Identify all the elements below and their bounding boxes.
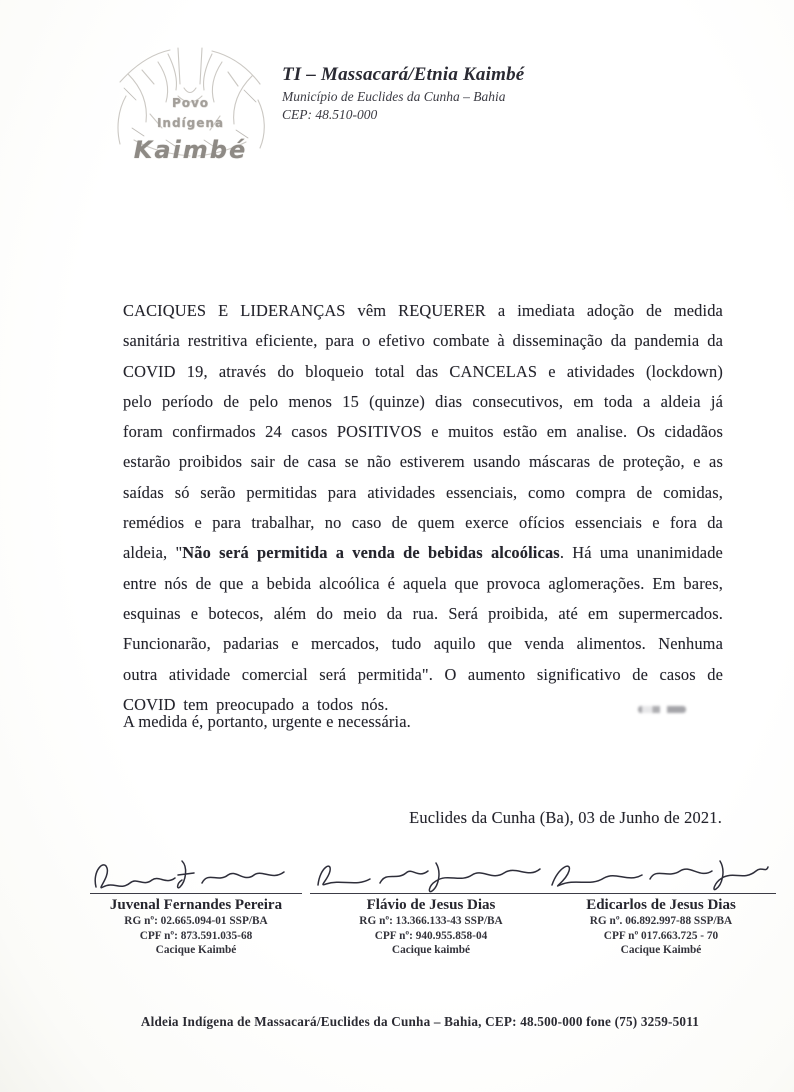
handwritten-signature-icon — [546, 853, 772, 899]
letter-body-paragraph — [123, 296, 723, 720]
letterhead-cep: CEP: 48.510-000 — [282, 107, 378, 122]
signer-name: Edicarlos de Jesus Dias — [586, 897, 736, 913]
signature-line — [546, 852, 776, 894]
signer-cpf: CPF nº 017.663.725 - 70 — [603, 929, 719, 942]
signer-name: Juvenal Fernandes Pereira — [109, 897, 283, 913]
logo-text-kaimbe: Kaimbé — [133, 136, 248, 164]
logo-text-indigena: Indígena — [156, 116, 225, 130]
handwritten-signature-icon — [90, 853, 295, 899]
letterhead-municipality: Município de Euclides da Cunha – Bahia — [282, 89, 506, 104]
signature-block-flavio — [310, 852, 552, 958]
signer-role: Cacique kaimbé — [391, 944, 471, 956]
body-text-after-bold: . Há uma unanimidade entre nós de que a bebida alcoólica é aquela que provoca aglomerações. Em bares, esquinas e botecos, além do meio da rua. Será proibida, até em supermercados. Funcionarão, padarias e mercados, tudo aquilo que venda alimentos. Nenhuma outra atividade comercial será permitida". O aumento significativo de casos de COVID tem preocupado a todos nós. — [123, 543, 723, 714]
signature-row — [90, 852, 776, 958]
scan-smudge — [638, 706, 686, 713]
logo-text-povo: Povo — [171, 96, 210, 110]
signer-role: Cacique Kaimbé — [620, 944, 702, 956]
body-text-bold-clause: Não será permitida a venda de bebidas alcoólicas — [182, 543, 560, 563]
signer-cpf: CPF nº: 940.955.858-04 — [374, 929, 488, 942]
signer-cpf: CPF nº: 873.591.035-68 — [139, 929, 253, 942]
signature-line — [310, 852, 552, 894]
signer-rg: RG nº. 06.892.997-88 SSP/BA — [589, 915, 733, 927]
handwritten-signature-icon — [310, 853, 548, 899]
footer-address: Aldeia Indígena de Massacará/Euclides da Cunha – Bahia, CEP: 48.500-000 fone (75) 3259-5011 — [140, 1014, 700, 1029]
community-logo — [108, 44, 273, 166]
signature-line — [90, 852, 302, 894]
letterhead — [282, 64, 524, 123]
signer-role: Cacique Kaimbé — [155, 944, 237, 956]
signature-block-edicarlos — [546, 852, 776, 958]
signer-name: Flávio de Jesus Dias — [366, 897, 496, 913]
letterhead-title: TI – Massacará/Etnia Kaimbé — [282, 64, 525, 85]
signer-rg: RG nº: 02.665.094-01 SSP/BA — [124, 915, 268, 927]
letter-closing-sentence: A medida é, portanto, urgente e necessária. — [123, 712, 411, 731]
body-text-before-bold: CACIQUES E LIDERANÇAS vêm REQUERER a imediata adoção de medida sanitária restritiva eficiente, para o efetivo combate à disseminação da pandemia da COVID 19, através do bloqueio total das CANCELAS e atividades (lockdown) pelo período de pelo menos 15 (quinze) dias consecutivos, em toda a aldeia já foram confirmados 24 casos POSITIVOS e muitos estão em analise. Os cidadãos estarão proibidos sair de casa se não estiverem usando máscaras de proteção, e as saídas só serão permitidas para atividades essenciais, como compra de comidas, remédios e para trabalhar, no caso de quem exerce ofícios essenciais e fora da aldeia, " — [123, 301, 723, 563]
date-line: Euclides da Cunha (Ba), 03 de Junho de 2021. — [409, 808, 722, 827]
signer-rg: RG nº: 13.366.133-43 SSP/BA — [359, 915, 503, 927]
signature-block-juvenal — [90, 852, 302, 958]
